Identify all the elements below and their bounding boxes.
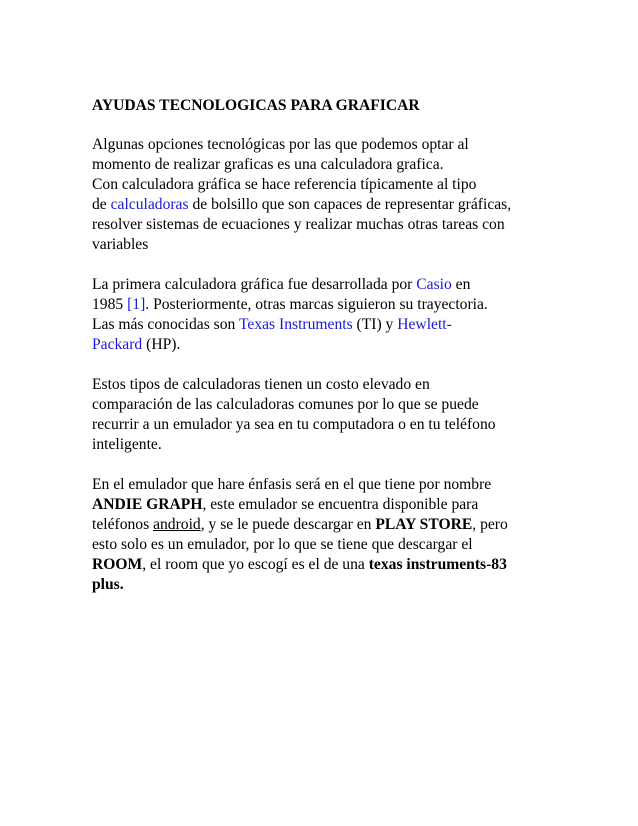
bold-text: ANDIE GRAPH — [92, 496, 203, 513]
text-line — [92, 555, 568, 575]
bold-text: PLAY STORE — [375, 516, 473, 533]
bold-text: ROOM — [92, 556, 143, 573]
text-segment: La primera calculadora gráfica fue desarrollada por — [92, 276, 417, 293]
text-segment: de bolsillo que son capaces de representar gráficas, — [188, 196, 512, 213]
text-line: Estos tipos de calculadoras tienen un costo elevado en — [92, 376, 430, 393]
text-segment: de — [92, 196, 111, 213]
text-segment: 1985 — [92, 296, 128, 313]
paragraph-intro — [92, 135, 568, 255]
paragraph-history — [92, 275, 568, 355]
paragraph-cost — [92, 375, 568, 455]
link-hewlett-packard[interactable]: Packard — [92, 336, 143, 353]
text-line: esto solo es un emulador, por lo que se tiene que descargar el — [92, 536, 473, 553]
bold-text: texas instruments-83 — [368, 556, 507, 573]
text-line: momento de realizar graficas es una calculadora grafica. — [92, 156, 444, 173]
text-line: variables — [92, 236, 149, 253]
text-segment: Las más conocidas son — [92, 316, 239, 333]
underlined-text: android — [153, 516, 201, 533]
text-segment: , pero — [472, 516, 508, 533]
text-line: inteligente. — [92, 436, 162, 453]
text-segment: (TI) y — [352, 316, 398, 333]
text-segment: teléfonos — [92, 516, 154, 533]
text-segment: , el room que yo escogí es el de una — [142, 556, 369, 573]
paragraph-emulator — [92, 475, 568, 595]
text-line: Algunas opciones tecnológicas por las que podemos optar al — [92, 136, 469, 153]
text-line: resolver sistemas de ecuaciones y realizar muchas otras tareas con — [92, 216, 505, 233]
text-segment: , este emulador se encuentra disponible para — [202, 496, 479, 513]
link-casio[interactable]: Casio — [416, 276, 452, 293]
text-segment: (HP). — [142, 336, 181, 353]
link-reference-1[interactable]: [1] — [127, 296, 146, 313]
text-line — [92, 495, 568, 515]
text-segment: . Posteriormente, otras marcas siguieron su trayectoria. — [145, 296, 488, 313]
text-line — [92, 315, 568, 335]
link-hewlett-packard[interactable]: Hewlett- — [397, 316, 452, 333]
text-line — [92, 335, 568, 355]
text-segment: en — [451, 276, 471, 293]
text-line — [92, 195, 568, 215]
text-line: En el emulador que hare énfasis será en el que tiene por nombre — [92, 476, 492, 493]
document-title: AYUDAS TECNOLOGICAS PARA GRAFICAR — [92, 97, 420, 114]
link-calculadoras[interactable]: calculadoras — [110, 196, 189, 213]
text-segment: , y se le puede descargar en — [200, 516, 376, 533]
text-line: comparación de las calculadoras comunes por lo que se puede — [92, 396, 479, 413]
link-texas-instruments[interactable]: Texas Instruments — [238, 316, 353, 333]
text-line — [92, 295, 568, 315]
text-line: recurrir a un emulador ya sea en tu computadora o en tu teléfono — [92, 416, 496, 433]
text-line: plus. — [92, 576, 124, 593]
text-line: Con calculadora gráfica se hace referencia típicamente al tipo — [92, 176, 477, 193]
text-line — [92, 515, 568, 535]
text-line — [92, 275, 568, 295]
